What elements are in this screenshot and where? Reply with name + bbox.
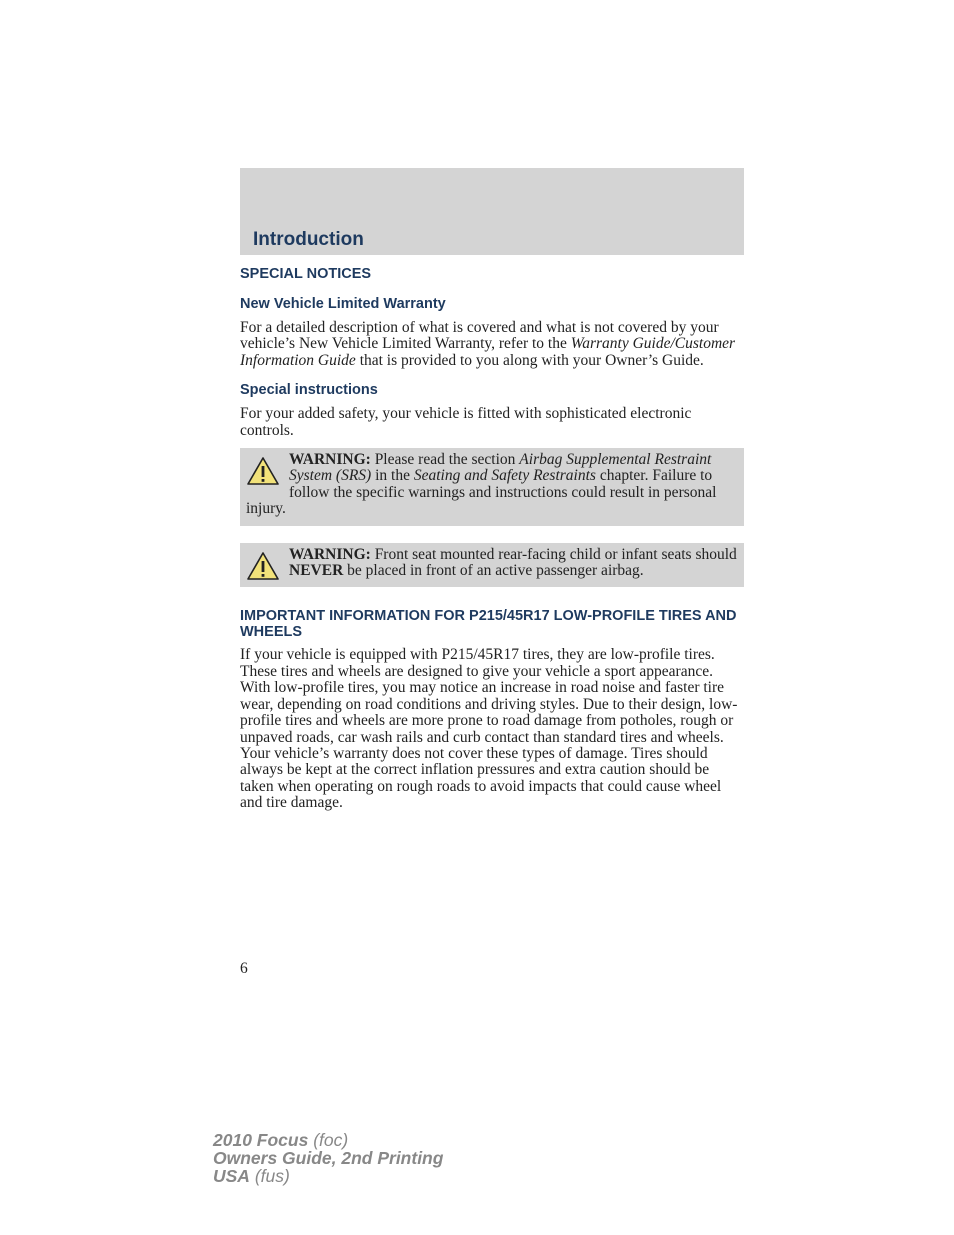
warning-box-airbag bbox=[240, 448, 744, 526]
warning-label: WARNING: bbox=[289, 451, 371, 469]
warning-triangle-icon bbox=[246, 456, 280, 486]
document-footer bbox=[213, 1131, 443, 1185]
warning-content: WARNING: Front seat mounted rear-facing child or infant seats should NEVER be placed in front of an active passenger airbag. bbox=[289, 545, 737, 580]
page-number: 6 bbox=[240, 960, 248, 977]
warning-content: WARNING: Please read the section Airbag Supplemental Restraint System (SRS) in the Seating and Safety Restraints chapter. Failure to follow the specific warnings and instructions could result in personal injury. bbox=[246, 451, 717, 518]
footer-line-region: USA (fus) bbox=[213, 1166, 290, 1186]
warning-triangle-icon bbox=[246, 551, 280, 581]
warranty-paragraph: For a detailed description of what is covered and what is not covered by your vehicle’s New Vehicle Limited Warranty, refer to the Warranty Guide/Customer Information Guide that is provided to you along with your Owner’s Guide. bbox=[240, 319, 736, 369]
section-heading-special-notices: SPECIAL NOTICES bbox=[240, 266, 372, 282]
footer-line-model: 2010 Focus (foc) bbox=[213, 1130, 349, 1150]
warranty-guide-title: Warranty Guide/Customer Information Guide bbox=[240, 335, 736, 369]
subheading-warranty: New Vehicle Limited Warranty bbox=[240, 296, 446, 312]
tires-paragraph: If your vehicle is equipped with P215/45R17 tires, they are low-profile tires. These tires and wheels are designed to give your vehicle a sport appearance. With low-profile tires, you may notice an increase in road noise and faster tire wear, depending on road conditions and driving styles. Due to their design, low-profile tires and wheels are more prone to road damage from potholes, rough or unpaved roads, car wash rails and curb contact than standard tires and wheels. Your vehicle’s warranty does not cover these types of damage. Tires should always be kept at the correct inflation pressures and extra caution should be taken when operating on rough roads to avoid impacts that could cause wheel and tire damage. bbox=[240, 646, 738, 812]
page-content bbox=[240, 266, 744, 812]
instructions-paragraph: For your added safety, your vehicle is fitted with sophisticated electronic controls. bbox=[240, 405, 692, 439]
chapter-header bbox=[240, 168, 744, 255]
warning-label: WARNING: bbox=[289, 545, 371, 563]
section-heading-low-profile-tires: IMPORTANT INFORMATION FOR P215/45R17 LOW-PROFILE TIRES AND WHEELS bbox=[240, 608, 737, 641]
chapter-title: Introduction bbox=[253, 229, 364, 250]
warning-box-child-seat bbox=[240, 543, 744, 588]
footer-line-guide: Owners Guide, 2nd Printing bbox=[213, 1148, 444, 1168]
subheading-special-instructions: Special instructions bbox=[240, 382, 378, 399]
